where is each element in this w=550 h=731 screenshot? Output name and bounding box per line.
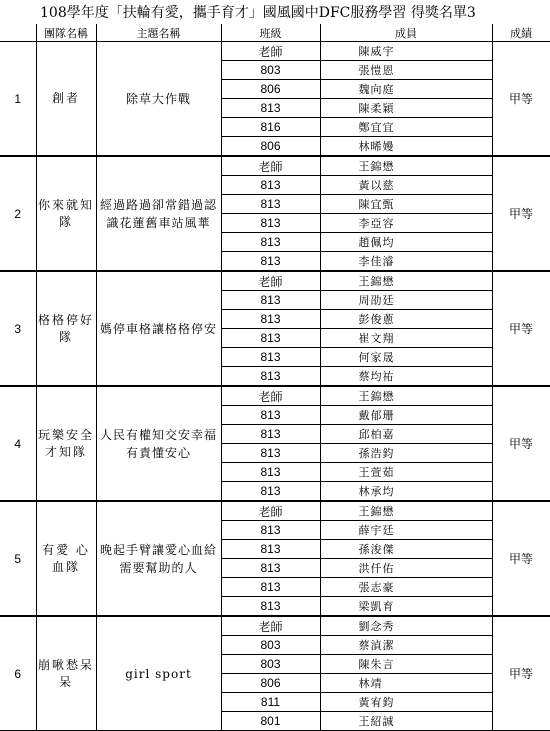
member-cell: 陳朱言	[320, 655, 492, 674]
class-cell: 813	[221, 597, 320, 617]
grade-cell: 甲等	[492, 386, 550, 501]
member-cell: 陳柔穎	[320, 99, 492, 118]
team-name: 玩樂安全才知隊	[36, 386, 96, 501]
class-cell: 806	[221, 137, 320, 157]
team-name: 崩啾愁呆呆	[36, 616, 96, 731]
member-cell: 王萱茹	[320, 463, 492, 482]
member-cell: 彭俊蔥	[320, 310, 492, 329]
class-cell: 813	[221, 348, 320, 367]
member-cell: 王紹誠	[320, 712, 492, 731]
class-cell: 813	[221, 578, 320, 597]
table-row	[0, 616, 550, 636]
member-cell: 王錦懋	[320, 156, 492, 176]
member-cell: 王錦懋	[320, 271, 492, 291]
grade-cell: 甲等	[492, 501, 550, 616]
topic-name: girl sport	[96, 616, 221, 731]
topic-name: 人民有權知交安幸福有責懂安心	[96, 386, 221, 501]
class-cell: 老師	[221, 156, 320, 176]
col-header-grade: 成績	[492, 24, 550, 42]
member-cell: 李佳濬	[320, 252, 492, 272]
team-name: 格格停好隊	[36, 271, 96, 386]
class-cell: 813	[221, 559, 320, 578]
topic-name: 媽停車格讓格格停安	[96, 271, 221, 386]
class-cell: 老師	[221, 271, 320, 291]
member-cell: 黃以慈	[320, 176, 492, 195]
table-row	[0, 42, 550, 61]
member-cell: 周劭廷	[320, 291, 492, 310]
member-cell: 孫浚傑	[320, 540, 492, 559]
member-cell: 王錦懋	[320, 386, 492, 406]
group-number: 6	[0, 616, 36, 731]
table-row	[0, 501, 550, 521]
member-cell: 張志豪	[320, 578, 492, 597]
class-cell: 813	[221, 233, 320, 252]
team-name: 有愛 心血隊	[36, 501, 96, 616]
class-cell: 813	[221, 310, 320, 329]
table-row	[0, 156, 550, 176]
member-cell: 李亞容	[320, 214, 492, 233]
class-cell: 813	[221, 463, 320, 482]
member-cell: 黃宥鈞	[320, 693, 492, 712]
class-cell: 813	[221, 482, 320, 502]
member-cell: 邱柏嘉	[320, 425, 492, 444]
award-table	[0, 24, 550, 731]
table-row	[0, 386, 550, 406]
table-body	[0, 42, 550, 731]
class-cell: 老師	[221, 42, 320, 61]
col-header-topic: 主題名稱	[96, 24, 221, 42]
class-cell: 老師	[221, 501, 320, 521]
class-cell: 813	[221, 195, 320, 214]
class-cell: 813	[221, 329, 320, 348]
team-name: 創者	[36, 42, 96, 157]
col-header-team: 團隊名稱	[36, 24, 96, 42]
member-cell: 洪仟佑	[320, 559, 492, 578]
member-cell: 陳宜甄	[320, 195, 492, 214]
member-cell: 林晞嫚	[320, 137, 492, 157]
member-cell: 戴郁珊	[320, 406, 492, 425]
class-cell: 813	[221, 444, 320, 463]
col-header-no	[0, 24, 36, 42]
class-cell: 813	[221, 176, 320, 195]
col-header-member: 成員	[320, 24, 492, 42]
class-cell: 813	[221, 99, 320, 118]
class-cell: 806	[221, 674, 320, 693]
group-number: 2	[0, 156, 36, 271]
member-cell: 蔡均祐	[320, 367, 492, 387]
class-cell: 813	[221, 252, 320, 272]
class-cell: 老師	[221, 616, 320, 636]
class-cell: 803	[221, 61, 320, 80]
class-cell: 813	[221, 214, 320, 233]
grade-cell: 甲等	[492, 616, 550, 731]
class-cell: 813	[221, 406, 320, 425]
class-cell: 816	[221, 118, 320, 137]
grade-cell: 甲等	[492, 156, 550, 271]
class-cell: 806	[221, 80, 320, 99]
member-cell: 劉念秀	[320, 616, 492, 636]
member-cell: 蔡湞潔	[320, 636, 492, 655]
topic-name: 除草大作戰	[96, 42, 221, 157]
page-title: 108學年度「扶輪有愛，攜手育才」國風國中DFC服務學習 得獎名單3	[40, 5, 476, 21]
class-cell: 811	[221, 693, 320, 712]
member-cell: 林靖	[320, 674, 492, 693]
member-cell: 鄭宜宜	[320, 118, 492, 137]
member-cell: 梁凱育	[320, 597, 492, 617]
member-cell: 魏向庭	[320, 80, 492, 99]
group-number: 3	[0, 271, 36, 386]
member-cell: 陳威宇	[320, 42, 492, 61]
class-cell: 813	[221, 367, 320, 387]
member-cell: 孫浩鈞	[320, 444, 492, 463]
topic-name: 經過路過卻常錯過認識花蓮舊車站風華	[96, 156, 221, 271]
class-cell: 813	[221, 425, 320, 444]
member-cell: 林承均	[320, 482, 492, 502]
group-number: 4	[0, 386, 36, 501]
group-number: 1	[0, 42, 36, 157]
col-header-class: 班級	[221, 24, 320, 42]
member-cell: 張愷恩	[320, 61, 492, 80]
grade-cell: 甲等	[492, 42, 550, 157]
member-cell: 崔文翔	[320, 329, 492, 348]
team-name: 你來就知隊	[36, 156, 96, 271]
class-cell: 813	[221, 291, 320, 310]
header-row	[0, 24, 550, 42]
class-cell: 老師	[221, 386, 320, 406]
topic-name: 晚起手臂讓愛心血給需要幫助的人	[96, 501, 221, 616]
member-cell: 何家晟	[320, 348, 492, 367]
grade-cell: 甲等	[492, 271, 550, 386]
class-cell: 801	[221, 712, 320, 731]
table-row	[0, 271, 550, 291]
class-cell: 803	[221, 636, 320, 655]
class-cell: 803	[221, 655, 320, 674]
member-cell: 薛宇廷	[320, 521, 492, 540]
class-cell: 813	[221, 540, 320, 559]
member-cell: 王錦懋	[320, 501, 492, 521]
class-cell: 813	[221, 521, 320, 540]
member-cell: 趙佩均	[320, 233, 492, 252]
group-number: 5	[0, 501, 36, 616]
